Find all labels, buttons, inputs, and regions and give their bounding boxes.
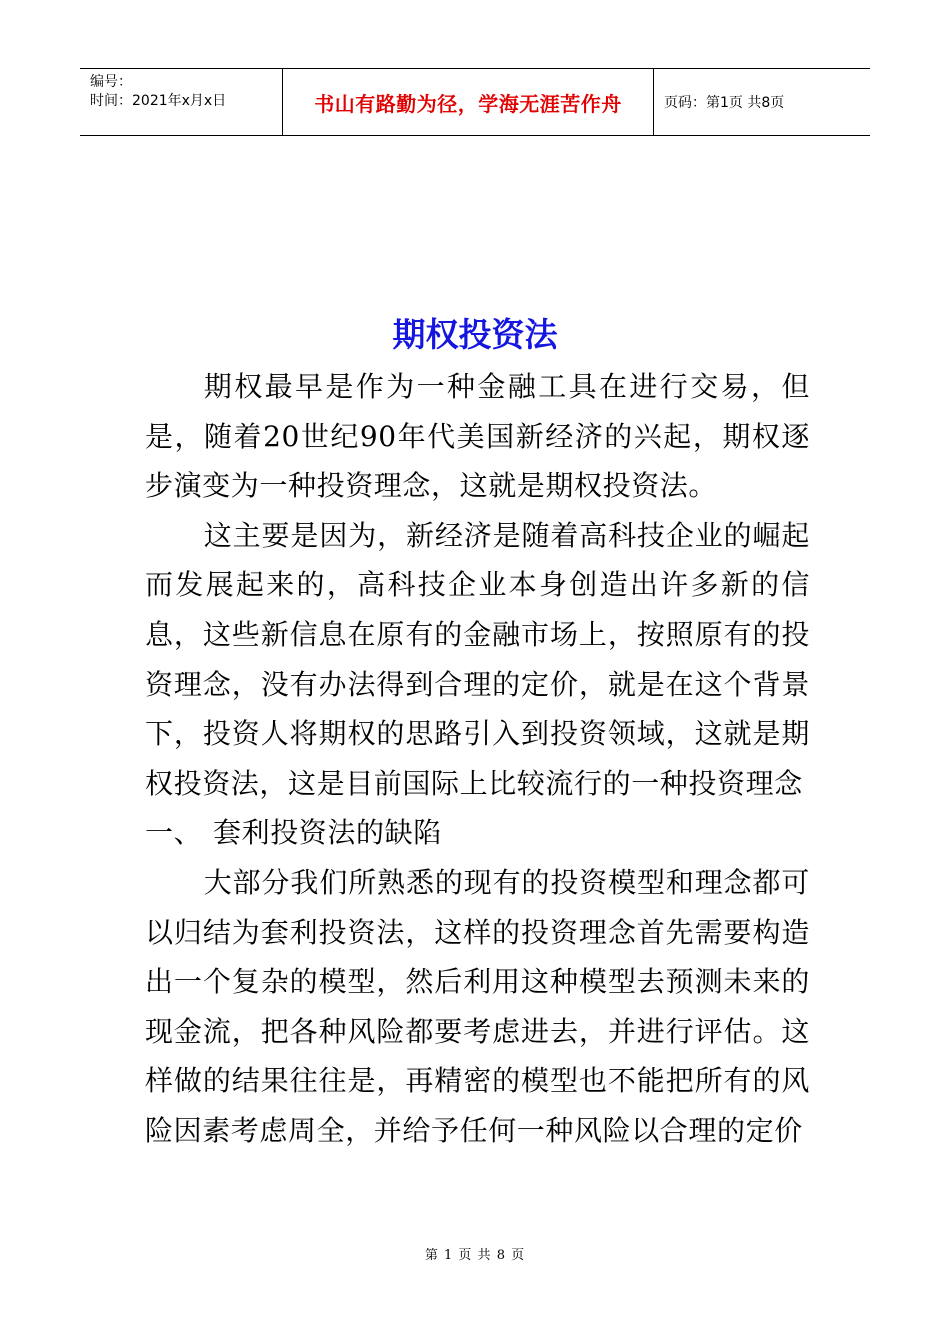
header-motto: 书山有路勤为径，学海无涯苦作舟: [282, 69, 654, 135]
time-label: 时间：2021年x月x日: [90, 93, 227, 109]
section-heading-text: 套利投资法的缺陷: [213, 816, 442, 850]
page-header: [80, 68, 870, 136]
section-number: 一、: [145, 816, 203, 850]
section-heading: [145, 808, 810, 858]
number-label: 编号：: [90, 74, 132, 90]
paragraph-3: 大部分我们所熟悉的现有的投资模型和理念都可以归结为套利投资法，这样的投资理念首先需要构造出一个复杂的模型，然后利用这种模型去预测未来的现金流，把各种风险都要考虑进去，并进行评估。这样做的结果往往是，再精密的模型也不能把所有的风险因素考虑周全，并给予任何一种风险以合理的定价: [145, 865, 810, 1147]
document-title: 期权投资法: [392, 315, 558, 354]
paragraph-1: 期权最早是作为一种金融工具在进行交易，但是，随着20世纪90年代美国新经济的兴起，期权逐步演变为一种投资理念，这就是期权投资法。: [145, 370, 810, 503]
page-footer: 第 1 页 共 8 页: [424, 1248, 526, 1263]
paragraph-2: 这主要是因为，新经济是随着高科技企业的崛起而发展起来的，高科技企业本身创造出许多新的信息，这些新信息在原有的金融市场上，按照原有的投资理念，没有办法得到合理的定价，就是在这个背景下，投资人将期权的思路引入到投资领域，这就是期权投资法，这是目前国际上比较流行的一种投资理念: [145, 518, 810, 800]
header-page-info: 页码：第1页 共8页: [664, 95, 785, 111]
document-body: [145, 362, 810, 1156]
header-meta: [80, 69, 282, 135]
